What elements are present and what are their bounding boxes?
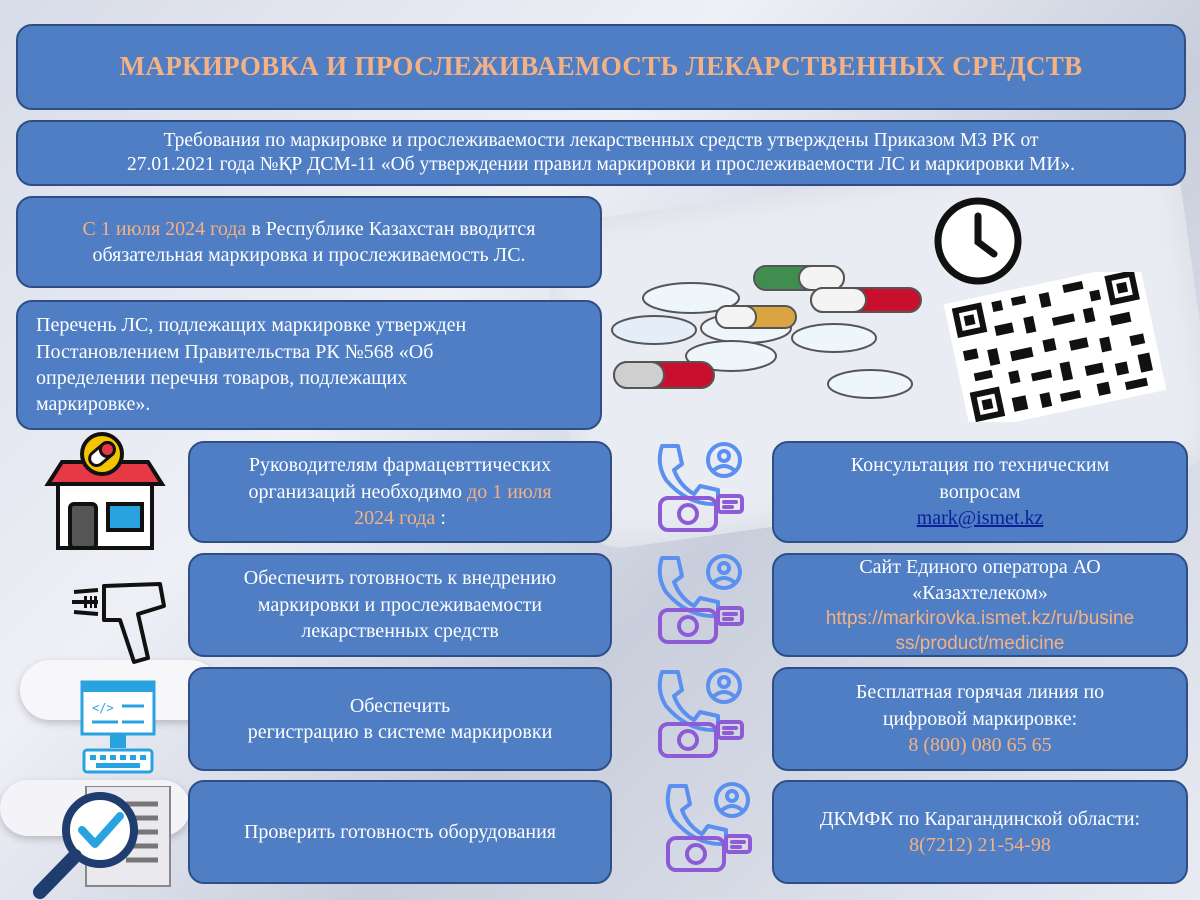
contact-box-regional-office xyxy=(772,780,1188,884)
step-deadline: до 1 июля xyxy=(467,480,552,503)
contact-url[interactable]: https://markirovka.ismet.kz/ru/busine xyxy=(825,608,1135,630)
contact-line: Сайт Единого оператора АО xyxy=(859,555,1101,578)
step-box-readiness xyxy=(188,553,612,657)
decree-line: Перечень ЛС, подлежащих маркировке утвержден xyxy=(36,314,467,337)
contact-box-tech-support xyxy=(772,441,1188,543)
decree-line: маркировке». xyxy=(36,393,151,416)
intro-date: С 1 июля 2024 года xyxy=(82,217,247,240)
contact-line: ДКМФК по Карагандинской области: xyxy=(819,807,1141,830)
decree-box xyxy=(16,300,602,430)
contact-line: «Казахтелеком» xyxy=(912,581,1048,604)
contact-url[interactable]: ss/product/medicine xyxy=(895,633,1065,655)
pharmacy-icon xyxy=(40,432,170,552)
page-title-box xyxy=(16,24,1186,110)
step-line: Проверить готовность оборудования xyxy=(243,820,556,843)
barcode-scanner-icon xyxy=(64,572,174,672)
contact-line: вопросам xyxy=(939,480,1021,503)
decree-line: определении перечня товаров, подлежащих xyxy=(36,367,408,389)
step-line: Руководителям фармацевттических xyxy=(248,454,552,477)
step-line: организаций необходимо xyxy=(248,480,468,503)
step-line: маркировки и прослеживаемости xyxy=(257,593,543,616)
intro-text: в Республике Казахстан вводится xyxy=(246,217,536,240)
step-line: регистрацию в системе маркировки xyxy=(247,721,553,743)
requirements-line: 27.01.2021 года №ҚР ДСМ-11 «Об утверждении правил маркировки и прослеживаемости ЛС и маркировки МИ». xyxy=(126,154,1076,175)
contact-line: Бесплатная горячая линия по xyxy=(855,681,1105,704)
intro-box xyxy=(16,196,602,288)
contact-box-operator-site xyxy=(772,553,1188,657)
phone-contact-icon xyxy=(648,440,748,536)
intro-text: обязательная маркировка и прослеживаемость ЛС. xyxy=(92,244,526,266)
magnifier-check-icon xyxy=(30,786,180,900)
qr-code-icon xyxy=(940,272,1170,422)
computer-code-icon xyxy=(78,676,158,776)
step-line: : xyxy=(435,507,446,530)
step-line: Обеспечить готовность к внедрению xyxy=(243,567,557,590)
contact-email-link[interactable]: mark@ismet.kz xyxy=(916,507,1044,530)
decree-line: Постановлением Правительства РК №568 «Об xyxy=(36,340,434,363)
contact-phone: 8(7212) 21-54-98 xyxy=(909,834,1051,856)
step-box-managers xyxy=(188,441,612,543)
step-line: Обеспечить xyxy=(349,694,451,717)
phone-contact-icon xyxy=(648,666,748,762)
step-box-equipment xyxy=(188,780,612,884)
phone-contact-icon xyxy=(648,552,748,648)
step-line: лекарственных средств xyxy=(301,620,499,643)
phone-contact-icon xyxy=(656,780,756,876)
step-box-registration xyxy=(188,667,612,771)
contact-line: цифровой маркировке: xyxy=(882,707,1078,730)
contact-box-hotline xyxy=(772,667,1188,771)
contact-phone: 8 (800) 080 65 65 xyxy=(908,734,1052,757)
page-title: МАРКИРОВКА И ПРОСЛЕЖИВАЕМОСТЬ ЛЕКАРСТВЕННЫХ СРЕДСТВ xyxy=(119,51,1083,82)
pills-illustration xyxy=(606,258,936,408)
step-deadline: 2024 года xyxy=(354,507,436,530)
requirements-line: Требования по маркировке и прослеживаемости лекарственных средств утверждены Приказом МЗ РК от xyxy=(163,129,1039,151)
contact-line: Консультация по техническим xyxy=(850,454,1110,477)
svg-text:</>: </> xyxy=(92,701,114,715)
requirements-box xyxy=(16,120,1186,186)
